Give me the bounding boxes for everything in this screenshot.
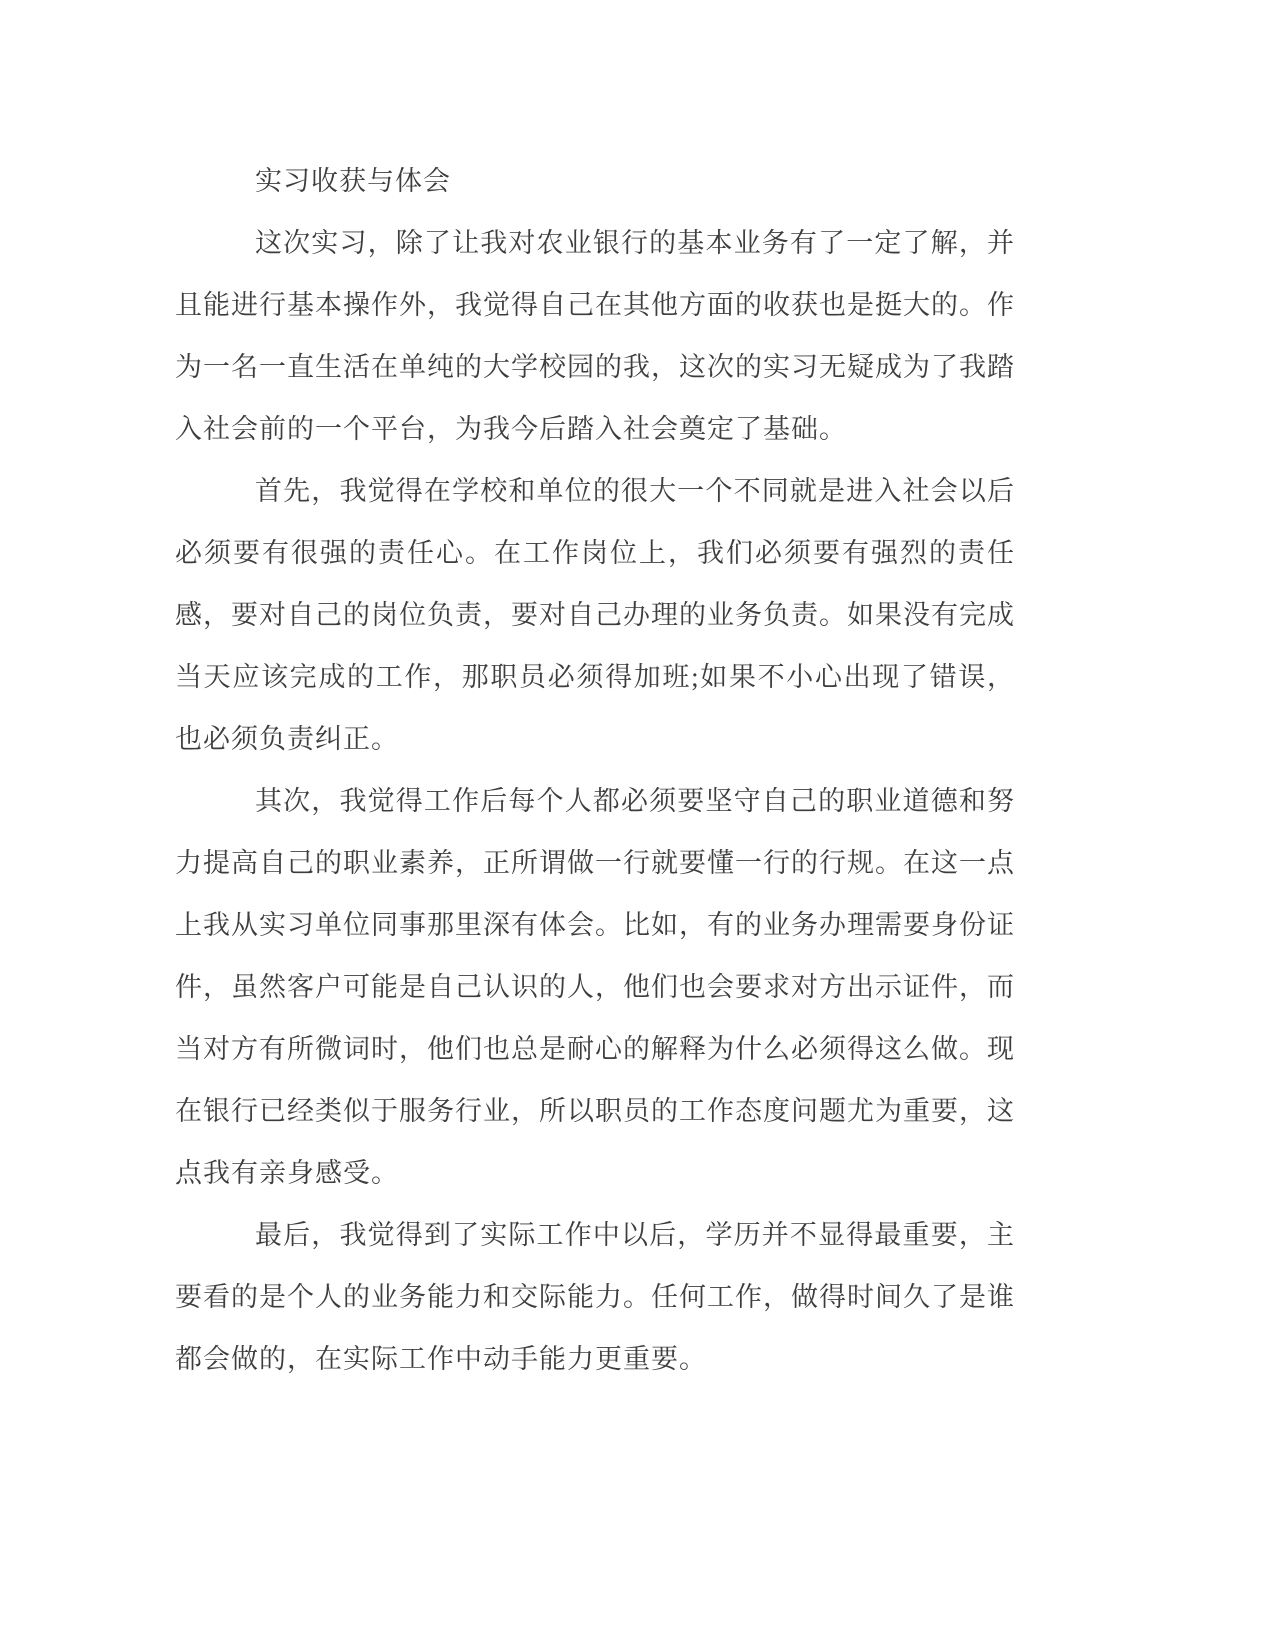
paragraph-1: 这次实习，除了让我对农业银行的基本业务有了一定了解，并且能进行基本操作外，我觉得自己在其他方面的收获也是挺大的。作为一名一直生活在单纯的大学校园的我，这次的实习无疑成为了我踏入社会前的一个平台，为我今后踏入社会奠定了基础。 (175, 228, 1015, 444)
paragraph-4: 最后，我觉得到了实际工作中以后，学历并不显得最重要，主要看的是个人的业务能力和交际能力。任何工作，做得时间久了是谁都会做的，在实际工作中动手能力更重要。 (175, 1220, 1015, 1374)
document-title-line: 实习收获与体会 (255, 166, 451, 196)
paragraph-2: 首先，我觉得在学校和单位的很大一个不同就是进入社会以后必须要有很强的责任心。在工作岗位上，我们必须要有强烈的责任感，要对自己的岗位负责，要对自己办理的业务负责。如果没有完成当天应该完成的工作，那职员必须得加班;如果不小心出现了错误，也必须负责纠正。 (175, 476, 1015, 754)
paragraph-3: 其次，我觉得工作后每个人都必须要坚守自己的职业道德和努力提高自己的职业素养，正所谓做一行就要懂一行的行规。在这一点上我从实习单位同事那里深有体会。比如，有的业务办理需要身份证件，虽然客户可能是自己认识的人，他们也会要求对方出示证件，而当对方有所微词时，他们也总是耐心的解释为什么必须得这么做。现在银行已经类似于服务行业，所以职员的工作态度问题尤为重要，这点我有亲身感受。 (175, 786, 1015, 1188)
document-body (175, 150, 1015, 1390)
